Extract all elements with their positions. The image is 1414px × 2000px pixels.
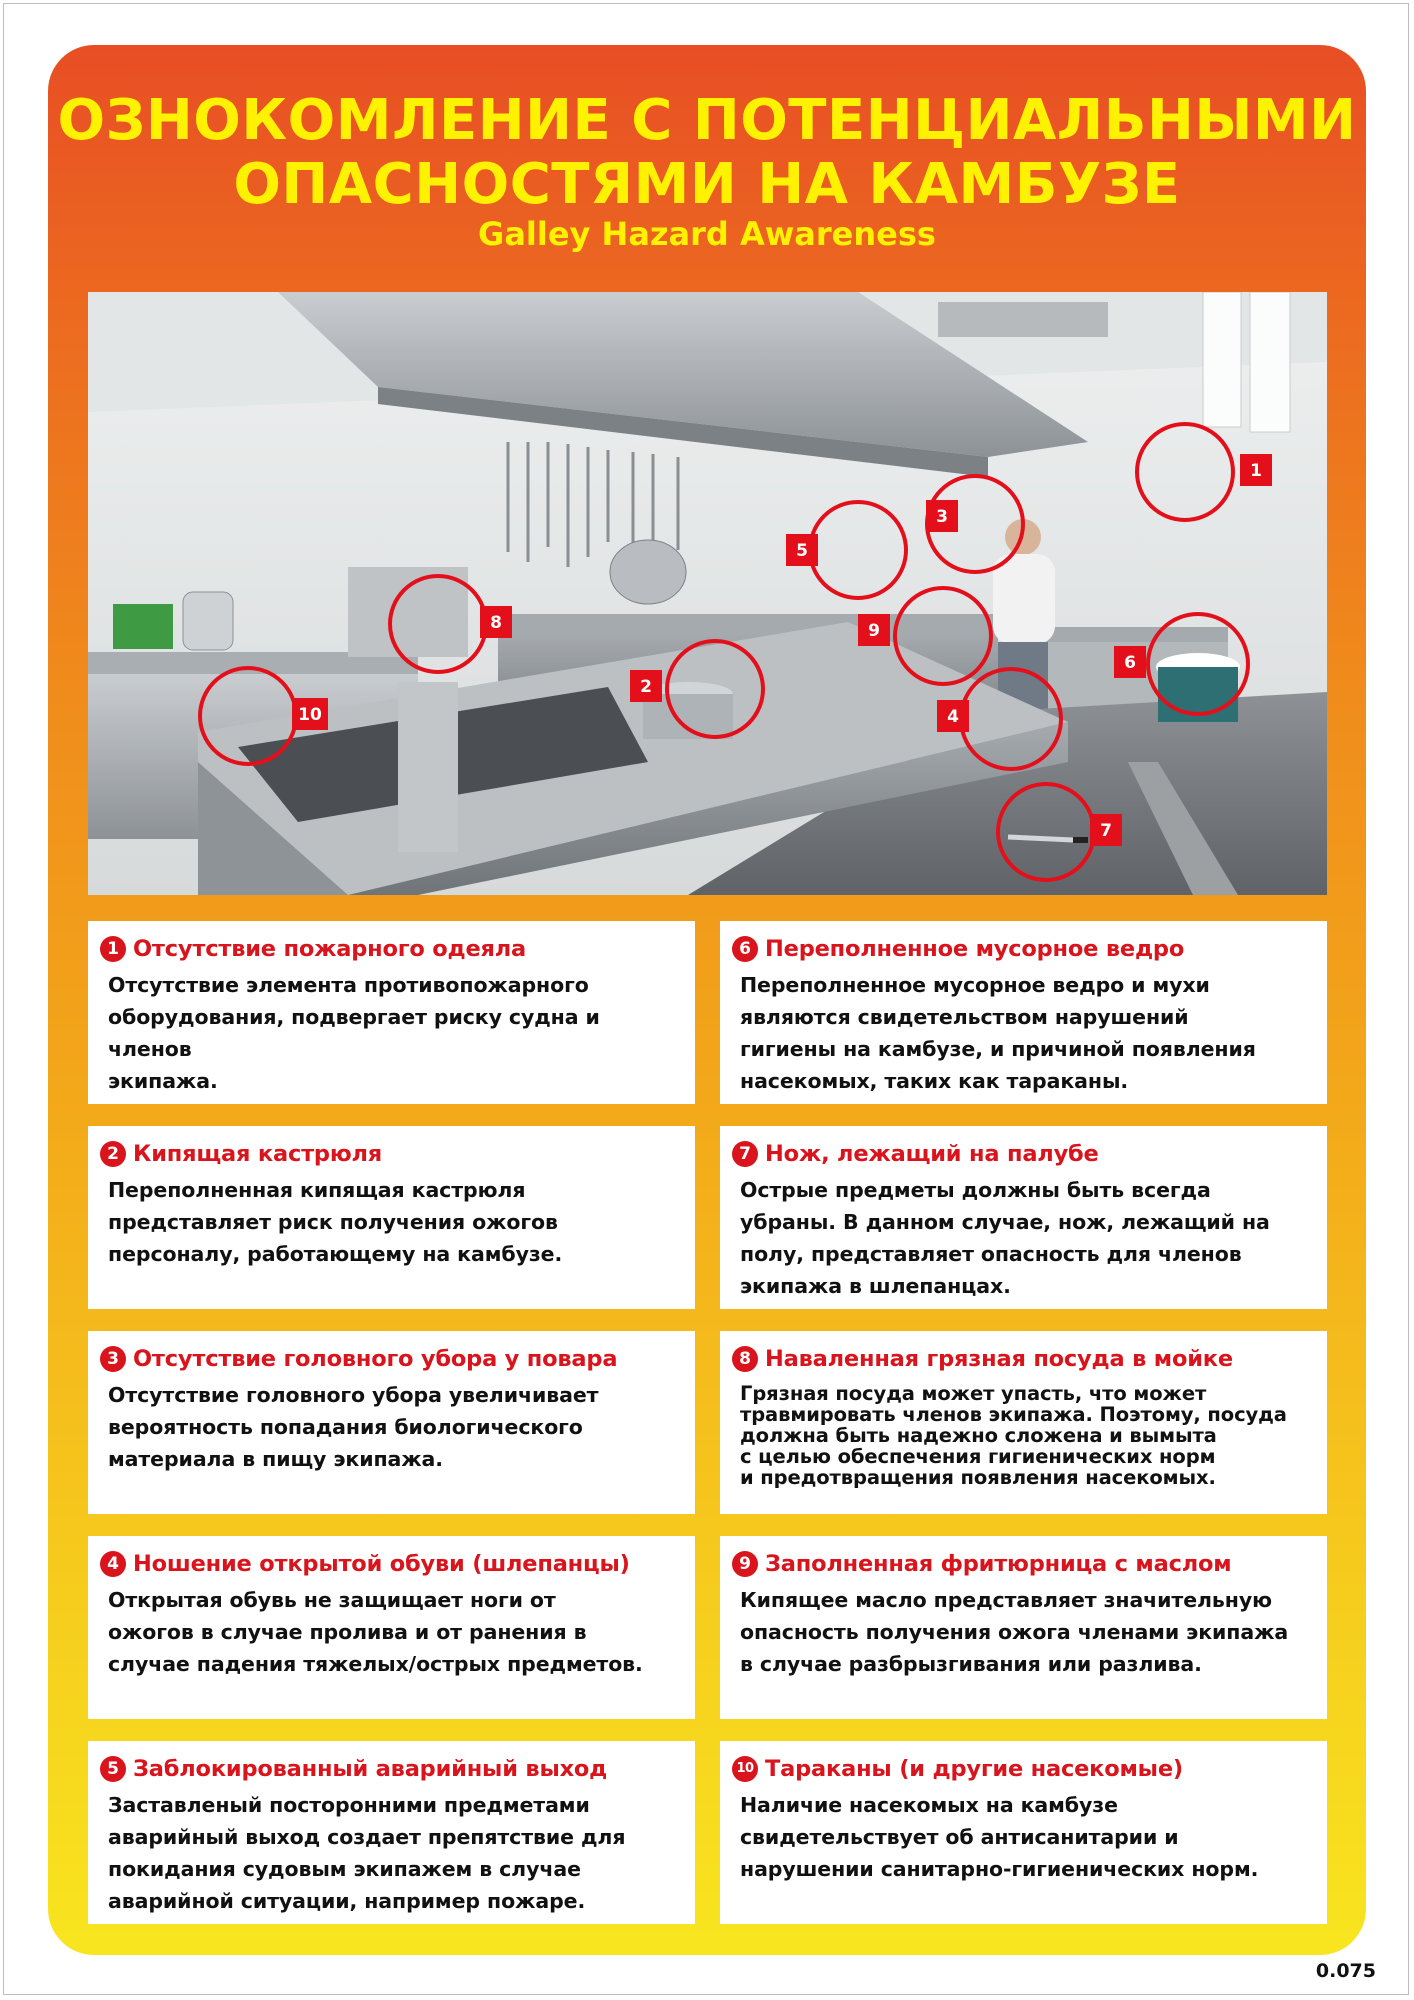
description-line: Кипящее масло представляет значительную <box>740 1588 1272 1612</box>
description-line: нарушении санитарно-гигиенических норм. <box>740 1857 1259 1881</box>
poster-subtitle: Galley Hazard Awareness <box>478 215 936 253</box>
hazard-description <box>100 1379 681 1475</box>
hanging-pot <box>610 540 686 604</box>
hazard-number-badge: 4 <box>100 1551 126 1577</box>
hazard-number-badge: 5 <box>100 1756 126 1782</box>
hazard-card-8 <box>720 1331 1327 1514</box>
island-divider <box>398 682 458 852</box>
vent-grille <box>938 302 1108 337</box>
description-line: Острые предметы должны быть всегда <box>740 1178 1211 1202</box>
description-line: оборудования, подвергает риску судна и членов <box>108 1005 600 1061</box>
description-line: материала в пищу экипажа. <box>108 1447 443 1471</box>
description-line: насекомых, таких как тараканы. <box>740 1069 1129 1093</box>
hazard-number-badge: 9 <box>732 1551 758 1577</box>
hazard-card-6 <box>720 921 1327 1104</box>
description-line: в случае разбрызгивания или разлива. <box>740 1652 1202 1676</box>
hazard-description <box>100 1174 681 1270</box>
description-line: аварийный выход создает препятствие для <box>108 1825 626 1849</box>
hazard-description <box>732 1789 1313 1885</box>
right-shelf <box>1028 627 1228 642</box>
poster-title <box>48 89 1366 217</box>
description-line: случае падения тяжелых/острых предметов. <box>108 1652 643 1676</box>
galley-photo <box>88 292 1327 895</box>
cutting-boards <box>113 604 173 649</box>
marker-1: 1 <box>1250 461 1262 481</box>
hazard-title: Заполненная фритюрница с маслом <box>765 1551 1232 1577</box>
ceiling-light-2 <box>1250 292 1290 432</box>
hazard-card-7 <box>720 1126 1327 1309</box>
description-line: ожогов в случае пролива и от ранения в <box>108 1620 587 1644</box>
description-line: Отсутствие элемента противопожарного <box>108 973 589 997</box>
marker-7: 7 <box>1100 821 1112 841</box>
galley-photo-illustration <box>88 292 1327 895</box>
hazard-title: Заблокированный аварийный выход <box>133 1756 608 1782</box>
hazard-number-badge: 1 <box>100 936 126 962</box>
sink-splashback <box>348 567 468 657</box>
hazard-description <box>100 1789 681 1917</box>
hazard-title: Отсутствие пожарного одеяла <box>133 936 527 962</box>
hazard-description <box>732 1383 1313 1488</box>
hazard-description <box>732 969 1313 1097</box>
hazard-description <box>100 1584 681 1680</box>
description-line: персоналу, работающему на камбузе. <box>108 1242 563 1266</box>
description-line: свидетельствует об антисанитарии и <box>740 1825 1179 1849</box>
hazard-number-badge: 2 <box>100 1141 126 1167</box>
description-line: Открытая обувь не защищает ноги от <box>108 1588 556 1612</box>
description-line: гигиены на камбузе, и причиной появления <box>740 1037 1256 1061</box>
rear-counter-top <box>498 614 998 632</box>
marker-9: 9 <box>868 621 880 641</box>
description-line: должна быть надежно сложена и вымыта <box>740 1424 1217 1447</box>
hazard-title: Ношение открытой обуви (шлепанцы) <box>133 1551 630 1577</box>
description-line: являются свидетельством нарушений <box>740 1005 1189 1029</box>
description-line: полу, представляет опасность для членов <box>740 1242 1242 1266</box>
description-line: экипажа. <box>108 1069 218 1093</box>
marker-8: 8 <box>490 613 502 633</box>
description-line: убраны. В данном случае, нож, лежащий на <box>740 1210 1270 1234</box>
marker-2: 2 <box>640 677 652 697</box>
description-line: с целью обеспечения гигиенических норм <box>740 1445 1216 1468</box>
description-line: и предотвращения появления насекомых. <box>740 1466 1216 1489</box>
hazard-description <box>732 1174 1313 1302</box>
marker-5: 5 <box>796 541 808 561</box>
marker-10: 10 <box>298 705 322 725</box>
hazard-title: Нож, лежащий на палубе <box>765 1141 1099 1167</box>
hazard-card-4 <box>88 1536 695 1719</box>
description-line: Заставленый посторонними предметами <box>108 1793 590 1817</box>
description-line: Наличие насекомых на камбузе <box>740 1793 1118 1817</box>
hazard-title: Тараканы (и другие насекомые) <box>765 1756 1183 1782</box>
hazard-title: Переполненное мусорное ведро <box>765 936 1185 962</box>
hazard-number-badge: 10 <box>732 1756 758 1782</box>
description-line: Переполненное мусорное ведро и мухи <box>740 973 1210 997</box>
ceiling-light <box>1203 292 1241 427</box>
marker-4: 4 <box>947 707 959 727</box>
hazard-title: Отсутствие головного убора у повара <box>133 1346 618 1372</box>
hazard-card-3 <box>88 1331 695 1514</box>
poster-code: 0.075 <box>1315 1960 1376 1982</box>
hazard-title: Наваленная грязная посуда в мойке <box>765 1346 1233 1372</box>
description-line: экипажа в шлепанцах. <box>740 1274 1011 1298</box>
hazard-number-badge: 6 <box>732 936 758 962</box>
description-line: покидания судовым экипажем в случае <box>108 1857 581 1881</box>
description-line: Грязная посуда может упасть, что может <box>740 1382 1207 1405</box>
hazard-card-10 <box>720 1741 1327 1924</box>
hazard-description <box>100 969 681 1097</box>
cook-shirt <box>993 554 1055 644</box>
description-line: опасность получения ожога членами экипажа <box>740 1620 1289 1644</box>
hazard-number-badge: 3 <box>100 1346 126 1372</box>
description-line: Отсутствие головного убора увеличивает <box>108 1383 599 1407</box>
hazard-card-5 <box>88 1741 695 1924</box>
hazard-card-1 <box>88 921 695 1104</box>
hazard-card-9 <box>720 1536 1327 1719</box>
title-line-1: ОЗНОКОМЛЕНИЕ С ПОТЕНЦИАЛЬНЫМИ <box>57 88 1357 153</box>
hazard-title: Кипящая кастрюля <box>133 1141 383 1167</box>
hazard-number-badge: 8 <box>732 1346 758 1372</box>
description-line: аварийной ситуации, например пожаре. <box>108 1889 586 1913</box>
hazard-card-2 <box>88 1126 695 1309</box>
description-line: Переполненная кипящая кастрюля <box>108 1178 526 1202</box>
description-line: представляет риск получения ожогов <box>108 1210 558 1234</box>
hazard-description <box>732 1584 1313 1680</box>
hazard-number-badge: 7 <box>732 1141 758 1167</box>
description-line: вероятность попадания биологического <box>108 1415 583 1439</box>
title-line-2: ОПАСНОСТЯМИ НА КАМБУЗЕ <box>233 152 1181 217</box>
knife-blade <box>1008 837 1073 840</box>
rice-cooker <box>183 592 233 650</box>
marker-3: 3 <box>936 507 948 527</box>
description-line: травмировать членов экипажа. Поэтому, посуда <box>740 1403 1287 1426</box>
marker-6: 6 <box>1124 653 1136 673</box>
